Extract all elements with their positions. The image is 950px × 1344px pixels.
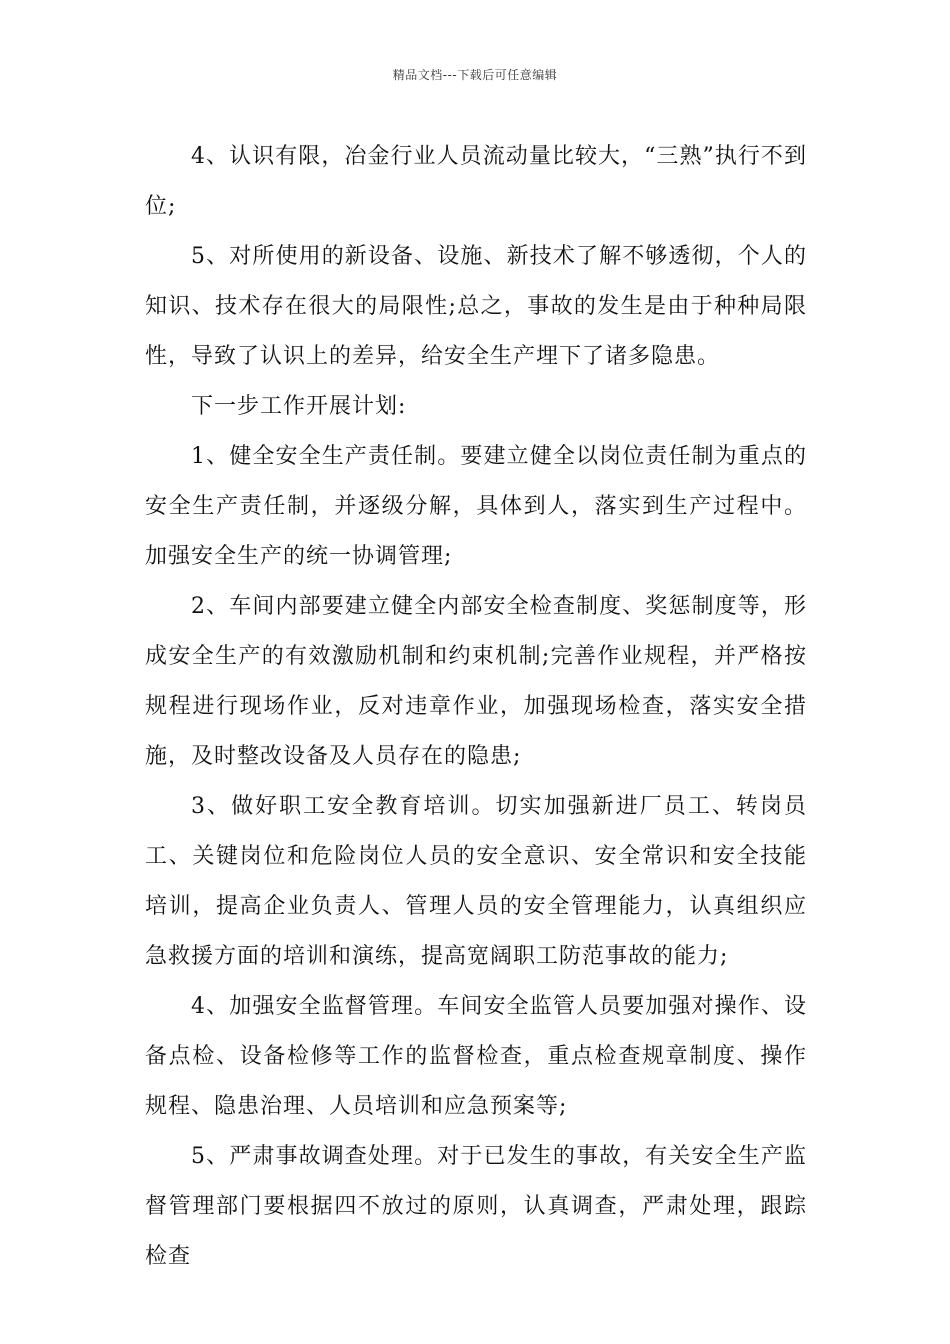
document-body [145, 132, 807, 1282]
paragraph-item-4-knowledge: 4、认识有限，冶金行业人员流动量比较大，“三熟”执行不到位; [145, 144, 807, 219]
paragraph-plan-1-responsibility: 1、健全安全生产责任制。要建立健全以岗位责任制为重点的安全生产责任制，并逐级分解，具体到人，落实到生产过程中。加强安全生产的统一协调管理; [145, 444, 807, 569]
paragraph-plan-3-training: 3、做好职工安全教育培训。切实加强新进厂员工、转岗员工、关键岗位和危险岗位人员的安全意识、安全常识和安全技能培训，提高企业负责人、管理人员的安全管理能力，认真组织应急救援方面的培训和演练，提高宽阔职工防范事故的能力; [145, 794, 807, 969]
paragraph-plan-4-supervision: 4、加强安全监督管理。车间安全监管人员要加强对操作、设备点检、设备检修等工作的监督检查，重点检查规章制度、操作规程、隐患治理、人员培训和应急预案等; [145, 994, 807, 1119]
page-header: 精品文档---下载后可任意编辑 [392, 68, 558, 82]
paragraph-item-5-equipment: 5、对所使用的新设备、设施、新技术了解不够透彻，个人的知识、技术存在很大的局限性;总之，事故的发生是由于种种局限性，导致了认识上的差异，给安全生产埋下了诸多隐患。 [145, 244, 807, 369]
paragraph-next-plan-heading: 下一步工作开展计划: [191, 394, 407, 419]
paragraph-plan-5-investigation: 5、严肃事故调查处理。对于已发生的事故，有关安全生产监督管理部门要根据四不放过的原则，认真调查，严肃处理，跟踪检查 [145, 1144, 807, 1269]
paragraph-plan-2-inspection: 2、车间内部要建立健全内部安全检查制度、奖惩制度等，形成安全生产的有效激励机制和约束机制;完善作业规程，并严格按规程进行现场作业，反对违章作业，加强现场检查，落实安全措施，及时整改设备及人员存在的隐患; [145, 594, 807, 769]
